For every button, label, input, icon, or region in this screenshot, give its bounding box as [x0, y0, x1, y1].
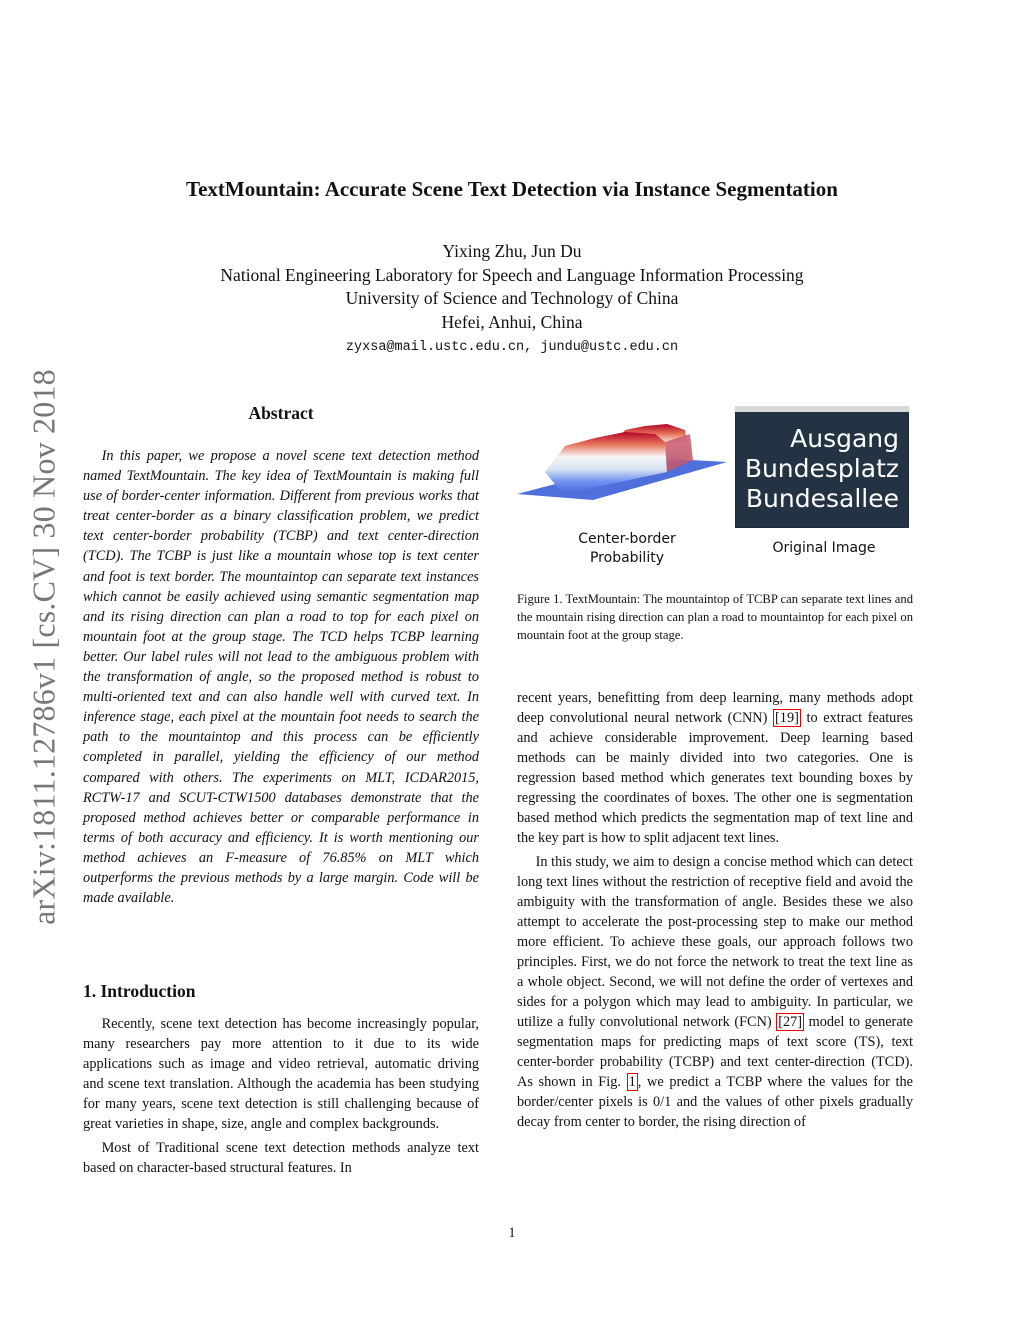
abstract-heading: Abstract: [248, 403, 314, 423]
figure-caption: Figure 1. TextMountain: The mountaintop of TCBP can separate text lines and the mountain rising direction can plan a road to mountaintop for each pixel on mountain foot at the group stage.: [517, 592, 913, 642]
citation-link[interactable]: [19]: [775, 710, 799, 726]
author-affiliation-2: University of Science and Technology of China: [345, 288, 679, 308]
author-names: Yixing Zhu, Jun Du: [442, 241, 582, 261]
introduction-body: [83, 1014, 479, 1178]
author-block: [0, 240, 1024, 334]
text-span: recent years, benefitting from deep learning, many methods adopt deep convolutional neural network (CNN): [517, 690, 913, 726]
photo-top-strip: [735, 406, 909, 412]
sign-line-2: Bundesplatz: [744, 454, 899, 483]
introduction-heading: 1. Introduction: [83, 981, 196, 1001]
arxiv-stamp: [22, 352, 66, 942]
page-number: 1: [508, 1225, 516, 1241]
original-image-label: Original Image: [772, 540, 876, 556]
tcbp-mountain-figure: [515, 418, 735, 528]
sign-line-1: Ausgang: [790, 424, 899, 453]
text-span: , we predict a TCBP where the values for the border/center pixels is 0/1 and the values of other pixels gradually decay from center to border, the rising direction of: [517, 1074, 913, 1130]
ridge-front: [545, 432, 667, 494]
author-emails: zyxsa@mail.ustc.edu.cn, jundu@ustc.edu.cn: [345, 340, 679, 355]
arxiv-stamp-text: arXiv:1811.12786v1 [cs.CV] 30 Nov 2018: [25, 369, 62, 925]
author-affiliation-1: National Engineering Laboratory for Speech and Language Information Processing: [220, 264, 804, 285]
figure-reference-link[interactable]: 1: [628, 1074, 636, 1090]
sign-line-3: Bundesallee: [745, 484, 899, 513]
text-span: In this study, we aim to design a concise method which can detect long text lines without the restriction of receptive field and avoid the ambiguity with the transformation of angle. Besides these we also attempt to accelerate the post-processing step to make our method more efficient. To achieve these goals, our approach follows two principles. First, we do not force the network to treat the text line as a whole object. Second, we will not define the order of vertexes and sides for a polygon which may lead to ambiguity. In particular, we utilize a fully convolutional network (FCN): [517, 854, 913, 1030]
abstract-text: In this paper, we propose a novel scene text detection method named TextMountain. The key idea of TextMountain is making full use of border-center information. Different from previous works that treat center-border as a binary classification problem, we predict text center-border probability (TCBP) and text center-direction (TCD). The TCBP is just like a mountain whose top is text center and foot is text border. The mountaintop can separate text instances which cannot be easily achieved using semantic segmentation map and its rising direction can plan a road to top for each pixel on mountain foot at the group stage. The TCD helps TCBP learning better. Our label rules will not lead to the ambiguous problem with the transformation of angle, so the proposed method is robust to multi-oriented text and can also handle well with curved text. In inference stage, each pixel at the mountain foot needs to search the path to the mountaintop and this process can be efficiently completed in parallel, yielding the efficiency of our method compared with others. The experiments on MLT, ICDAR2015, RCTW-17 and SCUT-CTW1500 databases demonstrate that the proposed method achieves better or comparable performance in terms of both accuracy and efficiency. It is worth mentioning our method achieves an F-measure of 76.85% on MLT which outperforms the previous methods by a large margin. Code will be made available.: [83, 448, 479, 907]
abstract-body: [83, 446, 479, 908]
original-image: [735, 406, 909, 528]
citation-link[interactable]: [27]: [778, 1014, 803, 1030]
text-span: to extract features and achieve considerable improvement. Deep learning based methods can be mainly divided into two categories. One is regression based method which generates text bounding boxes by regressing the coordinates of boxes. The other one is segmentation based method which predicts the segmentation map of text line and the key part is how to split adjacent text lines.: [517, 710, 913, 846]
introduction-paragraph-1: Recently, scene text detection has become increasingly popular, many researchers pay more attention to it due to its wide applications such as image and video retrieval, automatic driving and scene text translation. Although the academia has been studying for many years, scene text detection is still challenging because of great varieties in shape, size, angle and complex backgrounds.: [83, 1016, 479, 1132]
paper-title: TextMountain: Accurate Scene Text Detection via Instance Segmentation: [186, 177, 838, 201]
right-paragraph-1: [517, 688, 913, 848]
center-border-label: Center-border Probability: [578, 531, 676, 566]
introduction-paragraph-2: Most of Traditional scene text detection methods analyze text based on character-based structural features. In: [83, 1140, 479, 1176]
text-span: model to generate segmentation maps for predicting maps of text score (TS), text center-border probability (TCBP) and text center-direction (TCD). As shown in Fig.: [517, 1014, 913, 1090]
right-paragraph-2: [517, 852, 913, 1132]
sign-text: [745, 424, 899, 514]
author-location: Hefei, Anhui, China: [441, 311, 583, 332]
right-column-body: [517, 688, 913, 1132]
